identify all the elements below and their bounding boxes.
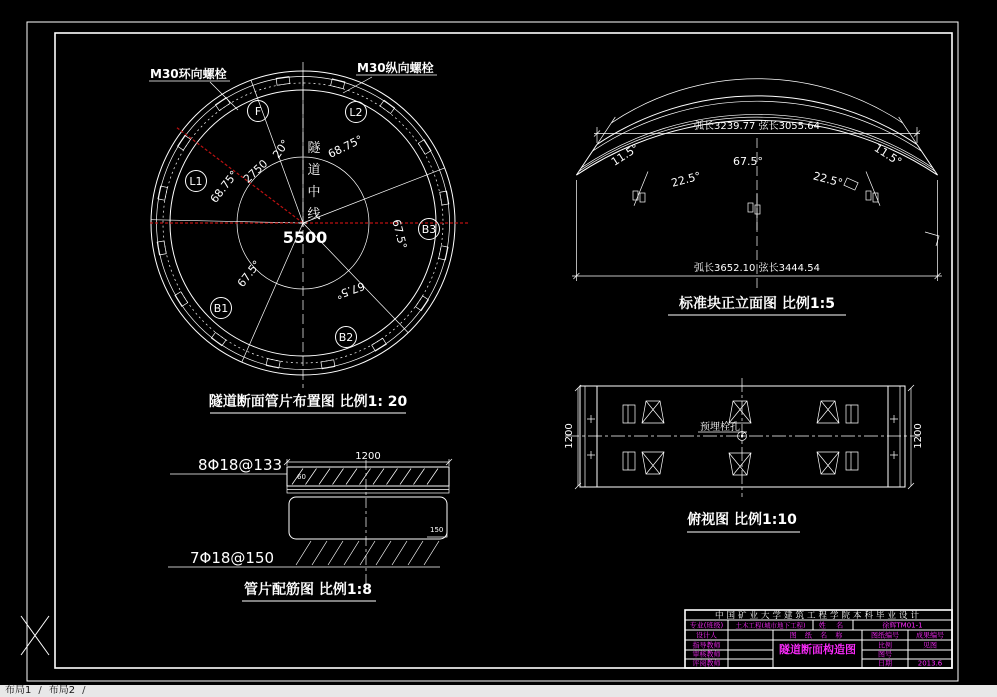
- reviewer-label: 评阅教师: [692, 659, 721, 668]
- angle-b2: 67.5°: [333, 279, 367, 302]
- name-label: 姓 名: [818, 621, 848, 630]
- title-block-header: 中国矿业大学建筑工程学院本科毕业设计: [714, 611, 923, 621]
- segment-label-b2: [336, 327, 357, 348]
- name-value: 徐辉TM01-1: [882, 621, 923, 630]
- specialty-label: 专业(班级): [689, 621, 724, 630]
- elevation-dim-top: 弧长3239.77 弦长3055.64: [694, 121, 820, 132]
- ucs-icon: [21, 616, 49, 655]
- rebar-bottom-label: 7Φ18@150: [190, 549, 275, 567]
- segment-b3-label: B3: [421, 223, 437, 236]
- segment-label-l2: [346, 102, 367, 123]
- tab-separator: /: [82, 685, 86, 696]
- designer-label: 设计人: [696, 631, 717, 640]
- segment-section: [287, 460, 449, 584]
- elev-angle-2: 22.5°: [669, 169, 703, 190]
- specialty-value: 土木工程(城市地下工程): [735, 621, 806, 630]
- plan-dim-left: 1200: [564, 423, 575, 449]
- segment-b1-label: B1: [213, 302, 229, 315]
- ring-bolt-callout: [149, 66, 238, 110]
- scale-value: 见图: [923, 641, 937, 650]
- elevation-dim-bottom: 弧长3652.10 弦长3444.54: [694, 263, 820, 274]
- drawing-name-header: 图 纸 名 称: [789, 631, 846, 640]
- segment-b2-label: B2: [338, 331, 354, 344]
- layout-tab-bar: [0, 685, 997, 697]
- centerline-char-4: 线: [307, 207, 321, 222]
- drawing-title: 隧道断面构造图: [779, 643, 856, 656]
- dimension-lines: [572, 79, 942, 288]
- elev-angle-3: 67.5°: [733, 155, 763, 168]
- scale-label: 比例: [878, 641, 892, 650]
- cross-section-caption: 隧道断面管片布置图 比例1: 20: [208, 394, 408, 410]
- ring-bolt-label: M30环向螺栓: [150, 67, 227, 81]
- tab-layout2[interactable]: 布局2: [48, 685, 76, 696]
- segment-joints: [151, 71, 445, 362]
- angle-l2: 68.75°: [325, 132, 365, 161]
- long-bolt-label: M30纵向螺栓: [357, 61, 434, 75]
- result-no-label: 成果编号: [916, 631, 944, 640]
- tab-layout1[interactable]: 布局1: [5, 685, 32, 696]
- angle-b1: 67.5°: [234, 258, 264, 290]
- centerline-char-3: 中: [307, 185, 321, 200]
- angle-l1: 68.75°: [207, 168, 241, 206]
- elev-angle-4: 22.5°: [811, 169, 845, 190]
- advisor-label: 指导教师: [692, 641, 721, 650]
- angle-b3: 67.5°: [389, 218, 410, 251]
- segment-label-f: [248, 101, 269, 122]
- elev-angle-1: 11.5°: [608, 141, 642, 169]
- angle-f: 20°: [270, 137, 293, 161]
- plan-centerlines: [565, 378, 920, 497]
- segment-l1-label: L1: [189, 175, 203, 188]
- plan-dim-right: 1200: [913, 423, 924, 449]
- rebar-dim-1200: 1200: [355, 451, 381, 462]
- bolt-hole-symbols: [623, 401, 858, 475]
- diameter-dim: 5500: [282, 228, 328, 247]
- segment-label-l1: [186, 171, 207, 192]
- rebar-dim-top: [284, 451, 452, 466]
- top-rebar-hatch: [292, 469, 438, 485]
- centerline-char-1: 隧: [307, 141, 321, 156]
- rebar-top-label: 8Φ18@133: [198, 456, 283, 474]
- centerline-char-2: 道: [307, 163, 321, 178]
- tunnel-centerline-label: [307, 141, 321, 222]
- plan-caption: 俯视图 比例1:10: [687, 512, 797, 528]
- cross-section-view: [149, 60, 470, 413]
- radius-dim: 2750: [240, 157, 271, 186]
- elevation-caption: 标准块正立面图 比例1:5: [679, 296, 835, 312]
- elevation-view: [572, 79, 942, 315]
- segment-f-label: F: [254, 105, 262, 118]
- date-value: 2013.6: [917, 659, 943, 668]
- grout-hole-label: 预埋栓孔: [700, 422, 740, 433]
- plan-dims: [564, 385, 924, 489]
- segment-l2-label: L2: [349, 106, 363, 119]
- checker-label: 审核教师: [692, 650, 721, 659]
- segment-label-b1: [211, 298, 232, 319]
- grout-hole-callout: [698, 420, 747, 441]
- date-label: 日期: [878, 659, 892, 668]
- elev-angle-5: 11.5°: [871, 141, 905, 169]
- plan-view: [564, 378, 924, 532]
- drawing-no-label: 图纸编号: [871, 631, 899, 640]
- rebar-dim-60: 60: [297, 473, 306, 481]
- figure-no-label: 图号: [878, 650, 892, 659]
- long-bolt-callout: [343, 60, 437, 93]
- tab-separator: /: [38, 685, 42, 696]
- rebar-dim-150: 150: [430, 526, 444, 534]
- rebar-caption: 管片配筋图 比例1:8: [244, 582, 372, 598]
- rebar-view: [168, 451, 452, 601]
- bottom-rebar-hatch: [296, 541, 439, 565]
- title-block: [685, 610, 952, 668]
